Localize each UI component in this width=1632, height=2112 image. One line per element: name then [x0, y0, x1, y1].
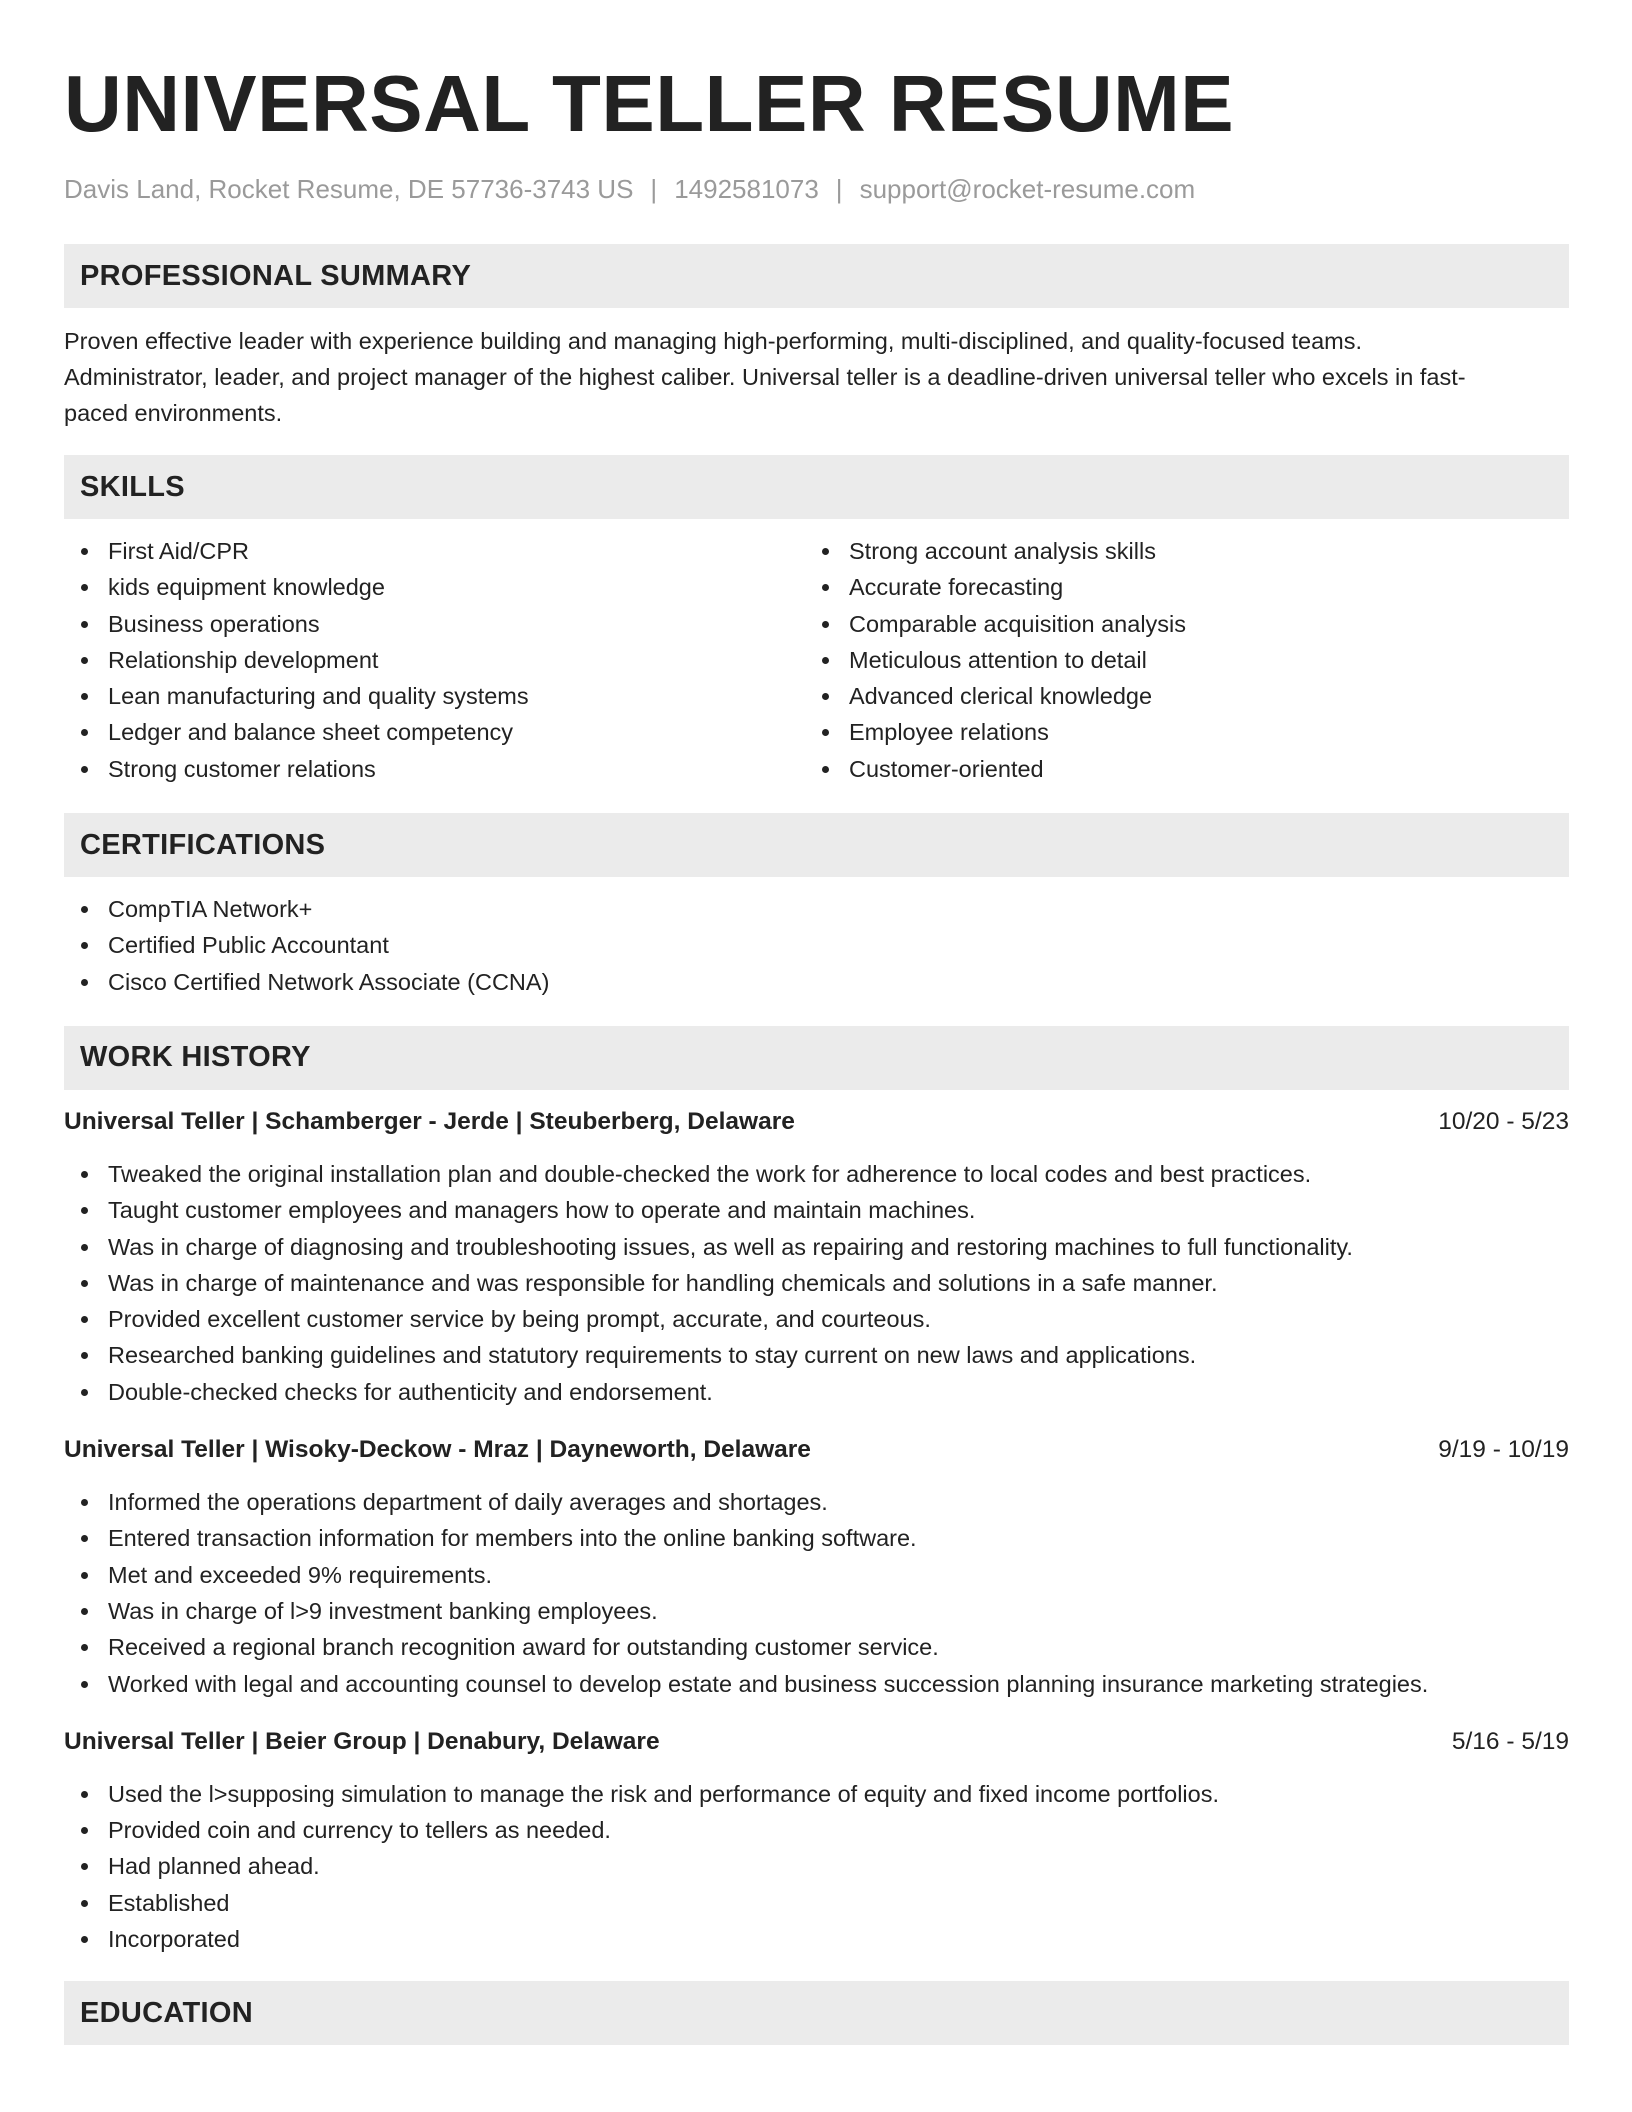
contact-email: support@rocket-resume.com	[859, 174, 1196, 204]
certification-item: Cisco Certified Network Associate (CCNA)	[64, 964, 1569, 1000]
skill-item: Relationship development	[64, 642, 805, 678]
summary-line: Proven effective leader with experience building and managing high-performing, multi-disciplined, and quality-focused teams.	[64, 328, 1363, 354]
section-title-summary: PROFESSIONAL SUMMARY	[80, 259, 472, 292]
duty-item: Was in charge of l>9 investment banking employees.	[64, 1593, 1569, 1629]
contact-separator: |	[835, 174, 843, 204]
duty-item: Provided excellent customer service by being prompt, accurate, and courteous.	[64, 1301, 1569, 1337]
section-header-certifications	[64, 813, 1569, 877]
job-header	[64, 1724, 1569, 1760]
duty-item: Met and exceeded 9% requirements.	[64, 1557, 1569, 1593]
duty-item: Provided coin and currency to tellers as needed.	[64, 1812, 1569, 1848]
job-dates: 10/20 - 5/23	[1438, 1107, 1569, 1135]
duty-item: Was in charge of maintenance and was responsible for handling chemicals and solutions in a safe manner.	[64, 1265, 1569, 1301]
skill-item: Advanced clerical knowledge	[805, 678, 1546, 714]
skill-item: Strong customer relations	[64, 751, 805, 787]
job-dates: 5/16 - 5/19	[1451, 1727, 1569, 1755]
job-duties	[64, 1156, 1569, 1410]
duty-item: Received a regional branch recognition award for outstanding customer service.	[64, 1629, 1569, 1665]
skill-item: Strong account analysis skills	[805, 533, 1546, 569]
section-header-work-history	[64, 1026, 1569, 1090]
resume-title: UNIVERSAL TELLER RESUME	[64, 59, 1235, 148]
skill-item: Ledger and balance sheet competency	[64, 714, 805, 750]
skills-column-left	[64, 533, 805, 787]
skill-item: Meticulous attention to detail	[805, 642, 1546, 678]
job-dates: 9/19 - 10/19	[1438, 1436, 1569, 1464]
skill-item: kids equipment knowledge	[64, 569, 805, 605]
skills-list	[64, 533, 1569, 787]
job-title: Universal Teller | Wisoky-Deckow - Mraz | Dayneworth, Delaware	[64, 1436, 811, 1464]
skill-item: Employee relations	[805, 714, 1546, 750]
duty-item: Tweaked the original installation plan and double-checked the work for adherence to local codes and best practices.	[64, 1156, 1569, 1192]
duty-item: Taught customer employees and managers how to operate and maintain machines.	[64, 1192, 1569, 1228]
section-title-skills: SKILLS	[80, 470, 185, 503]
skills-column-right	[805, 533, 1546, 787]
contact-line	[64, 171, 1569, 207]
section-title-certifications: CERTIFICATIONS	[80, 828, 326, 861]
duty-item: Incorporated	[64, 1921, 1569, 1957]
duty-item: Used the l>supposing simulation to manage the risk and performance of equity and fixed income portfolios.	[64, 1776, 1569, 1812]
certification-item: CompTIA Network+	[64, 891, 1569, 927]
section-title-education: EDUCATION	[80, 1996, 253, 2029]
section-header-skills	[64, 455, 1569, 519]
summary-line: paced environments.	[64, 400, 283, 426]
contact-address: Davis Land, Rocket Resume, DE 57736-3743 US	[64, 174, 634, 204]
skill-item: First Aid/CPR	[64, 533, 805, 569]
contact-phone: 1492581073	[674, 174, 819, 204]
section-header-education	[64, 1981, 1569, 2045]
contact-separator: |	[650, 174, 658, 204]
section-header-summary	[64, 244, 1569, 308]
duty-item: Was in charge of diagnosing and troubleshooting issues, as well as repairing and restoring machines to full functionality.	[64, 1229, 1569, 1265]
job-entry	[64, 1104, 1569, 1410]
skill-item: Business operations	[64, 606, 805, 642]
duty-item: Double-checked checks for authenticity and endorsement.	[64, 1374, 1569, 1410]
duty-item: Informed the operations department of daily averages and shortages.	[64, 1484, 1569, 1520]
job-title: Universal Teller | Beier Group | Denabury, Delaware	[64, 1727, 660, 1755]
certifications-list	[64, 891, 1569, 1000]
certification-item: Certified Public Accountant	[64, 927, 1569, 963]
job-entry	[64, 1724, 1569, 1957]
job-header	[64, 1104, 1569, 1140]
resume-page	[64, 0, 1569, 2045]
job-duties	[64, 1776, 1569, 1957]
duty-item: Had planned ahead.	[64, 1848, 1569, 1884]
skill-item: Accurate forecasting	[805, 569, 1546, 605]
duty-item: Entered transaction information for members into the online banking software.	[64, 1520, 1569, 1556]
summary-line: Administrator, leader, and project manager of the highest caliber. Universal teller is a deadline-driven universal teller who excels in fast-	[64, 364, 1466, 390]
duty-item: Established	[64, 1885, 1569, 1921]
duty-item: Researched banking guidelines and statutory requirements to stay current on new laws and applications.	[64, 1337, 1569, 1373]
job-entry	[64, 1432, 1569, 1702]
summary-text	[64, 323, 1569, 431]
skill-item: Customer-oriented	[805, 751, 1546, 787]
job-header	[64, 1432, 1569, 1468]
skill-item: Comparable acquisition analysis	[805, 606, 1546, 642]
job-title: Universal Teller | Schamberger - Jerde | Steuberberg, Delaware	[64, 1107, 795, 1135]
section-title-work-history: WORK HISTORY	[80, 1041, 311, 1074]
skill-item: Lean manufacturing and quality systems	[64, 678, 805, 714]
duty-item: Worked with legal and accounting counsel to develop estate and business succession planning insurance marketing strategies.	[64, 1666, 1569, 1702]
job-duties	[64, 1484, 1569, 1702]
